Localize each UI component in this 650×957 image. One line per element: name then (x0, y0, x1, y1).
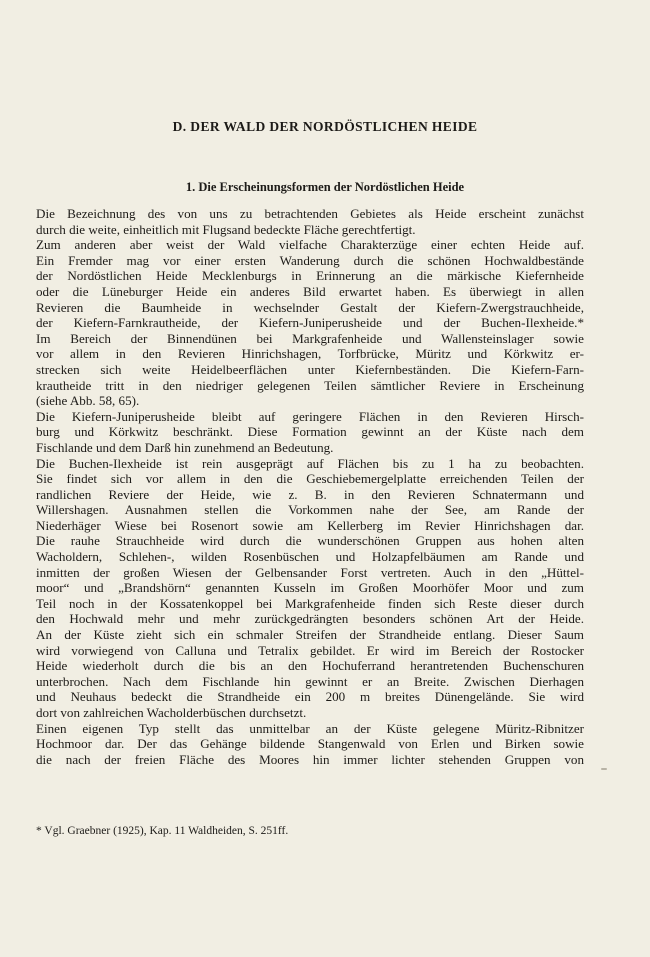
text-line: Heide wiederholt durch die bis an den Hochuferrand herantretenden Buchenschuren (36, 658, 584, 674)
text-line: Die Kiefern-Juniperusheide bleibt auf geringere Flächen in den Revieren Hirsch- (36, 408, 584, 424)
text-line: Im Bereich der Binnendünen bei Markgrafenheide und Wallensteinslager sowie (36, 330, 584, 346)
text-line: inmitten der großen Wiesen der Gelbensander Forst vertreten. Auch in den „Hüttel- (36, 564, 584, 580)
text-line: Einen eigenen Typ stellt das unmittelbar an der Küste gelegene Müritz-Ribnitzer (36, 720, 584, 736)
text-line: krautheide tritt in den niedriger gelegenen Teilen sämtlicher Reviere in Erscheinung (36, 377, 584, 393)
paper-speck (601, 768, 607, 770)
text-line: und Neuhaus bedeckt die Strandheide ein 200 m breites Dünengelände. Sie wird (36, 689, 584, 705)
text-line: Ein Fremder mag vor einer ersten Wanderung durch die schönen Hochwaldbestände (36, 252, 584, 268)
text-line: Hochmoor dar. Der das Gehänge bildende Stangenwald von Erlen und Birken sowie (36, 736, 584, 752)
text-line: unterbrochen. Nach dem Fischlande hin gewinnt er an Breite. Zwischen Dierhagen (36, 673, 584, 689)
text-line: Niederhäger Wiese bei Rosenort sowie am Kellerberg im Revier Hinrichshagen dar. (36, 517, 584, 533)
text-line: Die rauhe Strauchheide wird durch die wunderschönen Gruppen aus hohen alten (36, 533, 584, 549)
text-line: den Hochwald mehr und mehr zurückgedrängten besonders schönen Art der Heide. (36, 611, 584, 627)
footnote: * Vgl. Graebner (1925), Kap. 11 Waldheiden, S. 251ff. (36, 825, 289, 837)
text-line: oder die Lüneburger Heide ein anderes Bild erwartet haben. Es überwiegt in allen (36, 283, 584, 299)
text-line: Zum anderen aber weist der Wald vielfache Charakterzüge einer echten Heide auf. (36, 237, 584, 253)
text-line: durch die weite, einheitlich mit Flugsand bedeckte Fläche gerechtfertigt. (36, 221, 416, 237)
text-line: Fischlande und dem Darß hin zunehmend an Bedeutung. (36, 439, 334, 455)
text-line: An der Küste zieht sich ein schmaler Streifen der Strandheide entlang. Dieser Saum (36, 627, 584, 643)
text-line: Die Buchen-Ilexheide ist rein ausgeprägt auf Flächen bis zu 1 ha zu beobachten. (36, 455, 584, 471)
text-line: burg und Körkwitz beschränkt. Diese Formation gewinnt an der Küste nach dem (36, 424, 584, 440)
text-line: randlichen Reviere der Heide, wie z. B. in den Revieren Schnatermann und (36, 486, 584, 502)
text-line: Wacholdern, Schlehen-, wilden Rosenbüschen und Holzapfelbäumen am Rande und (36, 549, 584, 565)
text-line: Teil noch in der Kossatenkoppel bei Markgrafenheide finden sich Reste dieser durch (36, 595, 584, 611)
text-line: dort von zahlreichen Wacholderbüschen durchsetzt. (36, 705, 307, 720)
text-line: Willershagen. Ausnahmen stellen die Vorkommen nahe der See, am Rande der (36, 502, 584, 518)
text-line: Sie findet sich vor allem in den die Geschiebemergelplatte erreichenden Teilen der (36, 471, 584, 487)
text-line: die nach der freien Fläche des Moores hin immer lichter stehenden Gruppen von (36, 751, 584, 767)
text-line: Die Bezeichnung des von uns zu betrachtenden Gebietes als Heide erscheint zunächst (36, 206, 584, 221)
text-line: der Nordöstlichen Heide Mecklenburgs in Erinnerung an die märkische Kiefernheide (36, 268, 584, 284)
text-line: wird vorwiegend von Calluna und Tetralix gebildet. Er wird im Bereich der Rostocker (36, 642, 584, 658)
body-text (36, 206, 584, 767)
text-line: der Kiefern-Farnkrautheide, der Kiefern-Juniperusheide und der Buchen-Ilexheide.* (36, 315, 584, 331)
text-line: vor allem in den Revieren Hinrichshagen, Torfbrücke, Müritz und Körkwitz er- (36, 346, 584, 362)
chapter-title: D. DER WALD DER NORDÖSTLICHEN HEIDE (172, 119, 478, 134)
text-line: moor“ und „Brandshörn“ genannten Kusseln im Großen Moorhöfer Moor und zum (36, 580, 584, 596)
section-title: 1. Die Erscheinungsformen der Nordöstlichen Heide (185, 180, 465, 194)
text-line: strecken sich weite Heidelbeerflächen unter Kiefernbeständen. Die Kiefern-Farn- (36, 361, 584, 377)
text-line: (siehe Abb. 58, 65). (36, 393, 140, 409)
text-line: Revieren die Baumheide in wechselnder Gestalt der Kiefern-Zwergstrauchheide, (36, 299, 584, 315)
